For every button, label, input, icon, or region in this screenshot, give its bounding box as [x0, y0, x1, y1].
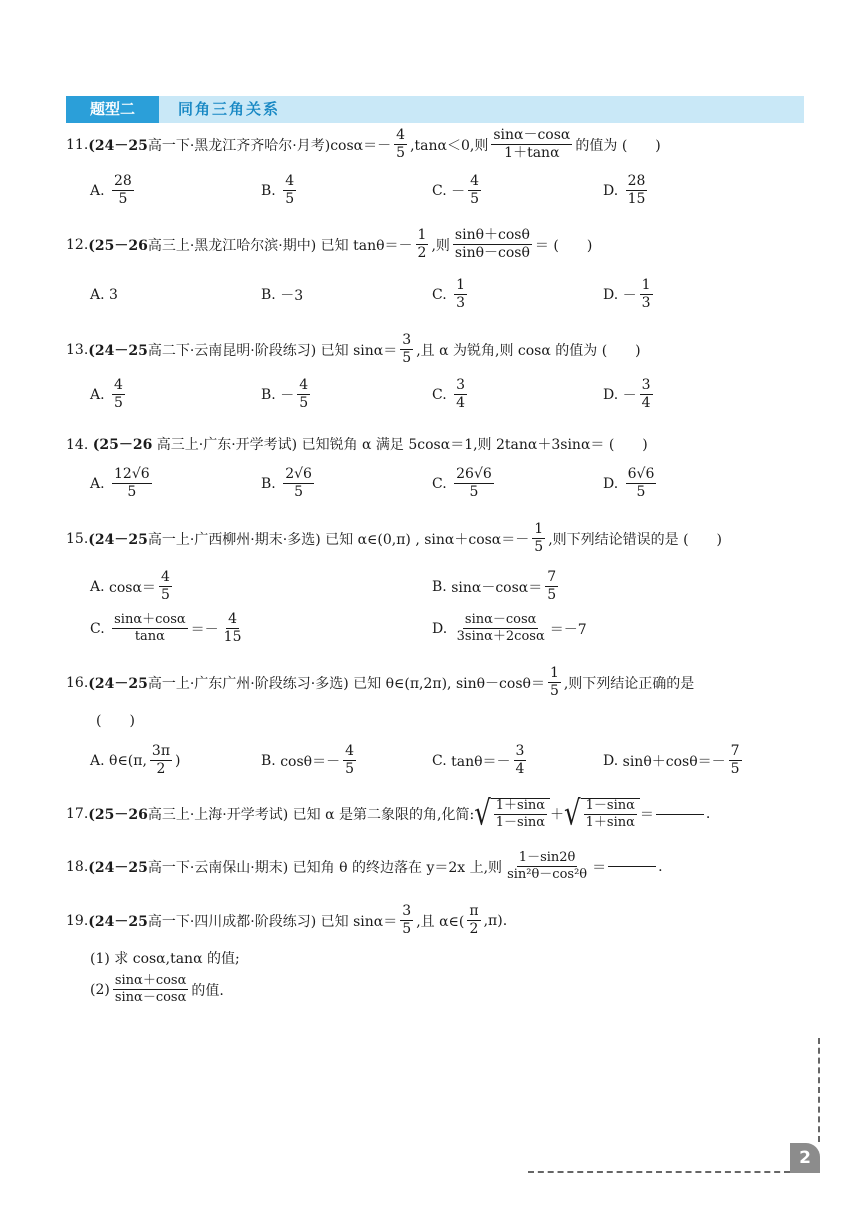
question-source-year: (24－25	[88, 531, 148, 548]
question-text: 高一下·云南保山·期末) 已知角 θ 的终边落在 y＝2x 上,则	[147, 859, 503, 876]
question-11	[66, 128, 661, 162]
option-a[interactable]: A. cosα＝ $\frac{4}{5}$	[90, 569, 170, 604]
question-source-year: (24－25	[88, 675, 148, 692]
option-c[interactable]: C. $\frac{\sin\alpha+\cos\alpha}{\tan\alpha}$ ＝－ $\frac{4}{15}$	[90, 611, 242, 646]
question-text: ,tanα＜0,则	[410, 137, 489, 154]
options-14	[90, 467, 790, 501]
question-text: ,则下列结论正确的是	[563, 675, 695, 692]
question-text: 高一上·广西柳州·期末·多选) 已知 α∈(0,π) , sinα＋cosα＝－	[147, 531, 530, 548]
question-source-year: (24－25	[88, 342, 148, 359]
question-text: ＝ ( )	[534, 237, 593, 254]
question-text: 高一下·黑龙江齐齐哈尔·月考)cosα＝－	[147, 137, 392, 154]
option-c[interactable]: C. $\frac{3}{4}$	[432, 377, 466, 412]
option-d[interactable]: D. $\frac{\sin\alpha-\cos\alpha}{3\sin\alpha+2\cos\alpha}$ ＝－7	[432, 612, 587, 645]
option-d[interactable]: D. $\frac{28}{15}$	[603, 173, 646, 208]
option-c[interactable]: C. $\frac{26√6}{5}$	[432, 466, 492, 501]
fraction-denominator: 5	[396, 145, 406, 162]
page-border-dashed-horizontal	[528, 1171, 790, 1173]
question-12: 12. (25－26 高三上·黑龙江哈尔滨·期中) 已知 tanθ＝－ $\frac{1}{2}$ ,则 $\frac{\sin\theta+\cos\theta}{\sin\theta-\cos\theta}$ ＝ ( )	[66, 227, 593, 262]
question-text: ,则下列结论错误的是 ( )	[548, 531, 723, 548]
option-a[interactable]: A. 3	[90, 286, 118, 303]
question-number: 17.	[66, 806, 89, 823]
question-text: 高一上·广东广州·阶段练习·多选) 已知 θ∈(π,2π), sinθ－cosθ＝	[147, 675, 545, 692]
option-b[interactable]: B. cosθ＝－ $\frac{4}{5}$	[261, 743, 355, 778]
option-b[interactable]: B. － $\frac{4}{5}$	[261, 377, 309, 412]
option-b[interactable]: B. －3	[261, 286, 304, 304]
sqrt-expression: √ $\frac{1+\sin\alpha}{1-\sin\alpha}$	[474, 798, 550, 831]
question-source-year: (25－26	[88, 237, 148, 254]
question-source-year: (25－26	[88, 807, 148, 824]
option-c[interactable]: C. tanθ＝－ $\frac{3}{4}$	[432, 743, 525, 778]
option-c[interactable]: C. － $\frac{4}{5}$	[432, 173, 480, 208]
section-header	[66, 96, 804, 123]
section-title: 同角三角关系	[178, 100, 281, 118]
answer-blank[interactable]	[608, 866, 656, 867]
question-number: 12.	[66, 236, 89, 253]
question-text: 高三上·黑龙江哈尔滨·期中) 已知 tanθ＝－	[147, 237, 413, 254]
options-16	[90, 744, 790, 778]
option-b[interactable]: B. $\frac{2√6}{5}$	[261, 466, 312, 501]
option-d[interactable]: D. $\frac{6√6}{5}$	[603, 466, 655, 501]
option-b[interactable]: B. $\frac{4}{5}$	[261, 173, 295, 208]
option-b[interactable]: B. sinα－cosα＝ $\frac{7}{5}$	[432, 569, 557, 604]
question-text: 高三上·上海·开学考试) 已知 α 是第二象限的角,化简:	[147, 807, 475, 824]
option-d[interactable]: D. － $\frac{3}{4}$	[603, 377, 651, 412]
question-19: 19. (24－25 高一下·四川成都·阶段练习) 已知 sinα＝ $\frac{3}{5}$ ,且 α∈( $\frac{\pi}{2}$ ,π).	[66, 903, 508, 938]
question-text: 高三上·广东·开学考试) 已知锐角 α 满足 5cosα＝1,则 2tanα＋3sinα＝ ( )	[156, 437, 648, 453]
page-border-dashed-vertical	[818, 1038, 820, 1142]
question-number: 19.	[66, 912, 89, 929]
question-13: 13. (24－25 高二下·云南昆明·阶段练习) 已知 sinα＝ $\frac{3}{5}$ ,且 α 为锐角,则 cosα 的值为 ( )	[66, 332, 641, 367]
question-text: 高一下·四川成都·阶段练习) 已知 sinα＝	[147, 913, 398, 930]
option-c[interactable]: C. $\frac{1}{3}$	[432, 277, 466, 312]
question-number: 13.	[66, 341, 89, 358]
page-number: 2	[790, 1143, 820, 1173]
question-number: 14.	[66, 437, 89, 453]
question-text: 的值为 ( )	[575, 137, 661, 154]
option-d[interactable]: D. － $\frac{1}{3}$	[603, 277, 651, 312]
option-a[interactable]: A. $\frac{12√6}{5}$	[90, 466, 150, 501]
question-source-year: (24－25	[88, 137, 148, 154]
question-15: 15. (24－25 高一上·广西柳州·期末·多选) 已知 α∈(0,π) , sinα＋cosα＝－ $\frac{1}{5}$ ,则下列结论错误的是 ( )	[66, 521, 723, 556]
question-text: ,且 α 为锐角,则 cosα 的值为 ( )	[416, 342, 641, 359]
options-15-cd	[90, 612, 790, 646]
question-14	[66, 434, 648, 454]
fraction-numerator: sinα－cosα	[491, 128, 572, 145]
question-number: 11.	[66, 136, 89, 153]
option-d[interactable]: D. sinθ＋cosθ＝－ $\frac{7}{5}$	[603, 743, 740, 778]
question-number: 15.	[66, 530, 89, 547]
sub-question-1: (1) 求 cosα,tanα 的值;	[90, 951, 240, 967]
option-a[interactable]: A. $\frac{4}{5}$	[90, 377, 123, 412]
options-13	[90, 378, 790, 412]
sub-question-2: (2) $\frac{\sin\alpha+\cos\alpha}{\sin\alpha-\cos\alpha}$ 的值.	[90, 973, 224, 1006]
question-source-year: (24－25	[88, 859, 148, 876]
option-a[interactable]: A. $\frac{28}{5}$	[90, 173, 132, 208]
question-18: 18. (24－25 高一下·云南保山·期末) 已知角 θ 的终边落在 y＝2x 上,则 $\frac{1-\sin 2\theta}{\text{sin²θ－cos²θ}}$ ＝ .	[66, 850, 663, 883]
answer-paren: ( )	[96, 713, 135, 729]
question-number: 18.	[66, 858, 89, 875]
options-11	[90, 174, 790, 208]
fraction-numerator: 4	[394, 128, 407, 145]
option-a[interactable]: A. θ∈(π, $\frac{3\pi}{2}$ )	[90, 743, 181, 778]
answer-blank[interactable]	[656, 814, 704, 815]
question-number: 16.	[66, 674, 89, 691]
question-16: 16. (24－25 高一上·广东广州·阶段练习·多选) 已知 θ∈(π,2π), sinθ－cosθ＝ $\frac{1}{5}$ ,则下列结论正确的是	[66, 665, 695, 700]
options-12	[90, 278, 790, 312]
question-text: ,则	[431, 237, 450, 254]
question-source-year: (25－26	[92, 437, 153, 453]
question-17: 17. (25－26 高三上·上海·开学考试) 已知 α 是第二象限的角,化简: √ $\frac{1+\sin\alpha}{1-\sin\alpha}$ ＋ √ $\frac{1-\sin\alpha}{1+\sin\alpha}$ ＝ .	[66, 794, 711, 834]
question-text: 高二下·云南昆明·阶段练习) 已知 sinα＝	[147, 342, 398, 359]
sqrt-expression: √ $\frac{1-\sin\alpha}{1+\sin\alpha}$	[564, 798, 640, 831]
section-tag: 题型二	[66, 96, 159, 123]
question-source-year: (24－25	[88, 913, 148, 930]
options-15-ab	[90, 570, 790, 604]
fraction-denominator: 1＋tanα	[504, 145, 560, 162]
